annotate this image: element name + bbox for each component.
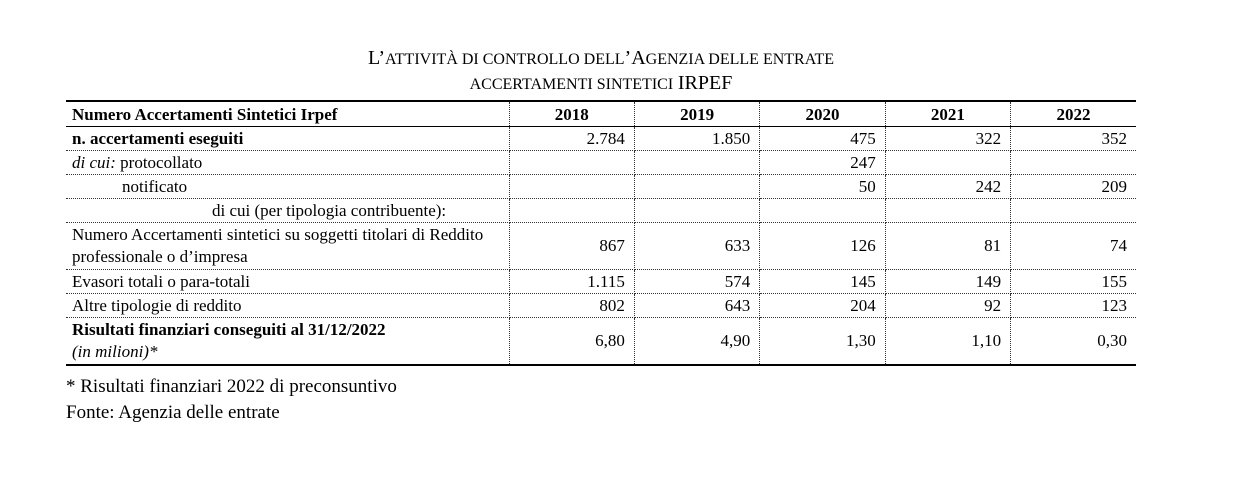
title-apostrophe-1: ’ — [378, 47, 385, 69]
row-label: Altre tipologie di reddito — [66, 294, 509, 318]
table-row — [66, 270, 1136, 294]
table-row — [66, 127, 1136, 151]
cell-value: 633 — [634, 223, 759, 270]
title-line-2 — [66, 72, 1136, 96]
cell-value — [509, 151, 634, 175]
row-label — [66, 151, 509, 175]
title-text-2a: ACCERTAMENTI SINTETICI — [469, 76, 674, 93]
title-line-1 — [66, 46, 1136, 72]
cell-value: 74 — [1011, 223, 1136, 270]
accertamenti-table — [66, 100, 1136, 366]
cell-value: 209 — [1011, 175, 1136, 199]
cell-value: 2.784 — [509, 127, 634, 151]
cell-value — [760, 199, 885, 223]
row-label-text: protocollato — [115, 153, 203, 172]
cell-value: 1.850 — [634, 127, 759, 151]
source-note: Fonte: Agenzia delle entrate — [66, 402, 280, 423]
table-notes — [66, 374, 397, 426]
table-title — [66, 46, 1136, 96]
cell-value: 204 — [760, 294, 885, 318]
cell-value: 149 — [885, 270, 1010, 294]
cell-value: 0,30 — [1011, 318, 1136, 366]
cell-value: 92 — [885, 294, 1010, 318]
row-label: di cui (per tipologia contribuente): — [66, 199, 509, 223]
table-row — [66, 151, 1136, 175]
cell-value: 126 — [760, 223, 885, 270]
cell-value — [885, 151, 1010, 175]
title-initial-l: L — [367, 47, 379, 69]
cell-value — [509, 199, 634, 223]
cell-value: 50 — [760, 175, 885, 199]
cell-value — [634, 199, 759, 223]
title-text-2b: IRPEF — [677, 72, 733, 94]
cell-value: 867 — [509, 223, 634, 270]
table-row — [66, 175, 1136, 199]
header-year: 2018 — [509, 101, 634, 127]
header-year: 2021 — [885, 101, 1010, 127]
cell-value — [509, 175, 634, 199]
cell-value: 242 — [885, 175, 1010, 199]
table-row — [66, 223, 1136, 270]
cell-value: 322 — [885, 127, 1010, 151]
row-label-main: Risultati finanziari conseguiti al 31/12/2022 — [72, 320, 386, 339]
row-label: n. accertamenti eseguiti — [66, 127, 509, 151]
row-label: notificato — [66, 175, 509, 199]
cell-value: 6,80 — [509, 318, 634, 366]
cell-value: 574 — [634, 270, 759, 294]
cell-value — [634, 175, 759, 199]
header-year: 2022 — [1011, 101, 1136, 127]
cell-value: 81 — [885, 223, 1010, 270]
cell-value: 4,90 — [634, 318, 759, 366]
cell-value — [885, 199, 1010, 223]
cell-value: 1,30 — [760, 318, 885, 366]
row-label — [66, 318, 509, 366]
header-row — [66, 101, 1136, 127]
cell-value: 155 — [1011, 270, 1136, 294]
row-label: Evasori totali o para-totali — [66, 270, 509, 294]
cell-value: 802 — [509, 294, 634, 318]
row-label-unit: (in milioni)* — [72, 342, 158, 361]
cell-value: 145 — [760, 270, 885, 294]
table-row — [66, 199, 1136, 223]
cell-value: 1.115 — [509, 270, 634, 294]
table-row — [66, 318, 1136, 366]
cell-value: 475 — [760, 127, 885, 151]
header-label: Numero Accertamenti Sintetici Irpef — [66, 101, 509, 127]
cell-value: 1,10 — [885, 318, 1010, 366]
title-text-1b: GENZIA DELLE ENTRATE — [645, 51, 835, 68]
header-year: 2020 — [760, 101, 885, 127]
title-text-1a: ATTIVITÀ DI CONTROLLO DELL — [385, 51, 625, 68]
cell-value — [1011, 151, 1136, 175]
cell-value: 352 — [1011, 127, 1136, 151]
table-row — [66, 294, 1136, 318]
cell-value: 643 — [634, 294, 759, 318]
cell-value — [1011, 199, 1136, 223]
row-label-italic: di cui: — [72, 153, 116, 172]
header-year: 2019 — [634, 101, 759, 127]
row-label: Numero Accertamenti sintetici su soggetti titolari di Reddito professionale o d’impresa — [66, 223, 509, 270]
cell-value — [634, 151, 759, 175]
cell-value: 123 — [1011, 294, 1136, 318]
footnote: * Risultati finanziari 2022 di preconsuntivo — [66, 376, 397, 397]
title-initial-a: A — [631, 47, 646, 69]
title-apostrophe-2: ’ — [624, 47, 632, 69]
cell-value: 247 — [760, 151, 885, 175]
